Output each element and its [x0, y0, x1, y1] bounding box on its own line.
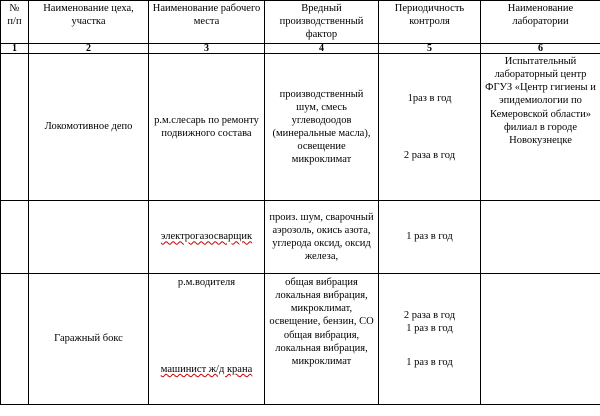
- periodicity-cell: 1 раз в год: [379, 201, 481, 274]
- workplace-cell: р.м.слесарь по ремонту подвижного состава: [149, 54, 265, 201]
- workshop-cell: Локомотивное депо: [29, 54, 149, 201]
- row-number-cell: [1, 274, 29, 405]
- periodicity-value: 1 раз в год: [406, 356, 453, 368]
- column-number: 1: [1, 44, 29, 54]
- workplace-value: р.м.водителя: [177, 277, 236, 288]
- column-number: 3: [149, 44, 265, 54]
- factor-value: общая вибрация, локальная вибрация, микроклимат: [275, 329, 368, 367]
- periodicity-cell: [379, 54, 481, 201]
- periodicity-value: 2 раза в год: [403, 310, 456, 322]
- workplace-value: машинист ж/д крана: [160, 364, 253, 376]
- header-factor: Вредный производственный фактор: [265, 1, 379, 44]
- factor-value: общая вибрация локальная вибрация, микроклимат, освещение, бензин, СО: [269, 277, 374, 328]
- workshop-cell: [29, 201, 149, 274]
- table-row: [1, 201, 600, 274]
- header-workplace: Наименование рабочего места: [149, 1, 265, 44]
- column-number: 6: [481, 44, 600, 54]
- column-number-row: [1, 44, 600, 54]
- workplace-value: электрогазосварщик: [160, 231, 253, 243]
- row-number-cell: [1, 54, 29, 201]
- laboratory-cell: Испытательный лабораторный центр ФГУЗ «Центр гигиены и эпидемиологии по Кемеровской области» филиал в городе Новокузнецке: [481, 54, 600, 201]
- workshop-cell: Гаражный бокс: [29, 274, 149, 405]
- column-number: 2: [29, 44, 149, 54]
- laboratory-cell: [481, 274, 600, 405]
- header-periodicity: Периодичность контроля: [379, 1, 481, 44]
- workplace-cell: [149, 274, 265, 405]
- header-laboratory: Наименование лаборатории: [481, 1, 600, 44]
- header-row: [1, 1, 600, 44]
- row-number-cell: [1, 201, 29, 274]
- periodicity-value: 1раз в год: [407, 92, 452, 104]
- header-no: № п/п: [1, 1, 29, 44]
- header-workshop: Наименование цеха, участка: [29, 1, 149, 44]
- column-number: 4: [265, 44, 379, 54]
- periodicity-value: 1 раз в год: [406, 323, 453, 335]
- factor-cell: [265, 274, 379, 405]
- factor-cell: производственный шум, смесь углеводоодов (минеральные масла), освещение микроклимат: [265, 54, 379, 201]
- workplace-cell: [149, 201, 265, 274]
- table-row: [1, 54, 600, 201]
- table-row: [1, 274, 600, 405]
- periodicity-value: 2 раза в год: [403, 150, 456, 161]
- laboratory-cell: [481, 201, 600, 274]
- factor-cell: произ. шум, сварочный аэрозоль, окись азота, углерода оксид, оксид железа,: [265, 201, 379, 274]
- column-number: 5: [379, 44, 481, 54]
- periodicity-cell: [379, 274, 481, 405]
